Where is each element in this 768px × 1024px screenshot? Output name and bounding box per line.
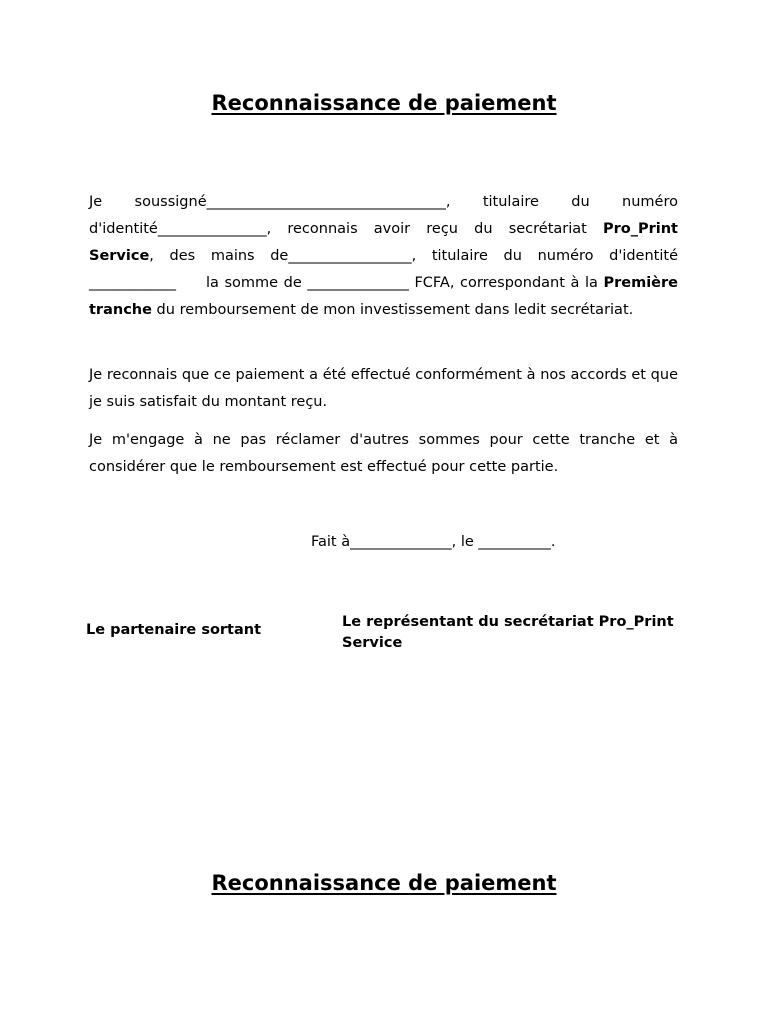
text-segment: FCFA, correspondant à la bbox=[408, 275, 604, 291]
blank-name-field: _________________________________ bbox=[206, 194, 446, 210]
blank-date-field: __________ bbox=[478, 534, 551, 550]
fait-suffix: . bbox=[550, 534, 556, 550]
text-segment: , titulaire du numéro d'identité bbox=[411, 248, 678, 264]
fait-middle: , le bbox=[451, 534, 479, 550]
company-name: Pro_Print Service bbox=[89, 221, 678, 264]
paragraph-commitment: Je m'engage à ne pas réclamer d'autres sommes pour cette tranche et à considérer que le remboursement est effectué pour cette partie. bbox=[89, 432, 678, 475]
signature-label-representative: Le représentant du secrétariat Pro_Print Service bbox=[342, 614, 674, 651]
document-title: Reconnaissance de paiement bbox=[211, 91, 557, 115]
blank-payer-field: _________________ bbox=[288, 248, 412, 264]
paragraph-acknowledgement bbox=[89, 189, 678, 324]
blank-payer-id-field: ____________ bbox=[89, 275, 176, 291]
text-segment: , des mains de bbox=[149, 248, 289, 264]
blank-amount-field: ______________ bbox=[307, 275, 409, 291]
blank-place-field: ______________ bbox=[350, 534, 452, 550]
text-segment: du remboursement de mon investissement dans ledit secrétariat. bbox=[151, 302, 634, 318]
text-segment: , titulaire du numéro d'identité bbox=[89, 194, 678, 237]
text-segment: Je soussigné bbox=[89, 194, 207, 210]
paragraph-agreement: Je reconnais que ce paiement a été effectué conformément à nos accords et que je suis satisfait du montant reçu. bbox=[89, 367, 678, 410]
blank-id-field: _______________ bbox=[157, 221, 267, 237]
fait-prefix: Fait à bbox=[311, 534, 351, 550]
tranche-label: Première tranche bbox=[89, 275, 678, 318]
text-segment: la somme de bbox=[206, 275, 308, 291]
text-segment: , reconnais avoir reçu du secrétariat bbox=[266, 221, 603, 237]
signature-label-partner: Le partenaire sortant bbox=[86, 622, 262, 638]
document-title-repeat: Reconnaissance de paiement bbox=[211, 871, 557, 895]
place-date-line bbox=[311, 529, 556, 556]
